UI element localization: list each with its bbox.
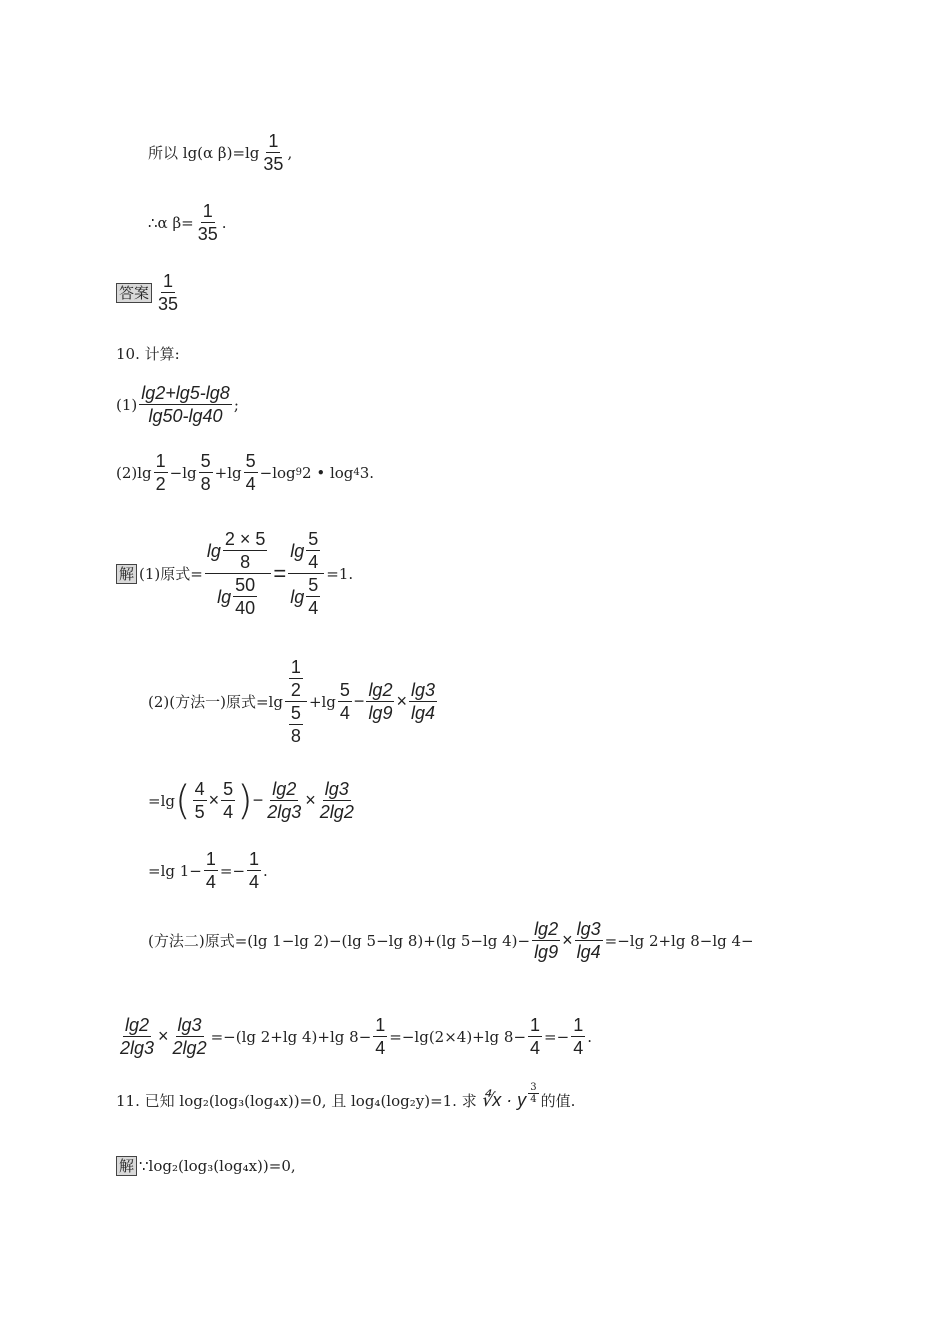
line1-prefix: 所以 lg(α β)=lg bbox=[148, 144, 260, 162]
solution-tag: 解 bbox=[116, 1156, 137, 1176]
question-10-title: 10. 计算: bbox=[116, 345, 180, 363]
exponent-fraction: $\frac{3}{4}$ bbox=[530, 1082, 537, 1105]
solution-10-1: 解 (1)原式= lg $\frac{2 \times 5}{8}$ lg $\frac{50}{40}$ = lg $\frac{5}{4}$ lg $\frac{5}{4}$ =1. bbox=[116, 528, 353, 619]
question-10-part-2: (2) lg $\frac{1}{2}$ −lg $\frac{5}{8}$ +lg $\frac{5}{4}$ −log 9 2 • log 4 3. bbox=[116, 451, 375, 494]
question-11: 11. 已知 log₂(log₃(log₄x))=0, 且 log₄(log₂y)=1. 求 ∜x · y $\frac{3}{4}$ 的值. bbox=[116, 1082, 576, 1110]
fraction: $\frac{\lg 2+\lg 5-\lg 8}{\lg 50-\lg 40}$ bbox=[141, 383, 230, 426]
radical-expression: ∜x · y bbox=[480, 1090, 527, 1110]
solution-10-2-method-2: (方法二)原式=(lg 1−lg 2)−(lg 5−lg 8)+(lg 5−lg 4)− $\frac{\lg 2}{\lg 9}$ × $\frac{\lg 3}{\lg 4}$ =−lg 2+lg 8−lg 4− bbox=[148, 919, 754, 962]
solution-line-2: ∴α β= $\frac{1}{35}$ . bbox=[148, 201, 227, 244]
solution-10-2-method-1: (2)(方法一)原式=lg $\frac{\frac{1}{2}}{\frac{5}{8}}$ +lg $\frac{5}{4}$ − $\frac{\lg 2}{\lg 9}$ × $\frac{\lg 3}{\lg 4}$ bbox=[148, 657, 436, 746]
question-10-part-1: (1) $\frac{\lg 2+\lg 5-\lg 8}{\lg 50-\lg 40}$ ; bbox=[116, 383, 239, 426]
complex-fraction: lg $\frac{2 \times 5}{8}$ lg $\frac{50}{40}$ bbox=[205, 528, 272, 619]
answer-line bbox=[116, 270, 182, 315]
answer-fraction: $\frac{1}{35}$ bbox=[158, 271, 179, 314]
solution-10-2-method-2-cont: $\frac{\lg 2}{2\lg 3}$ × $\frac{\lg 3}{2\lg 2}$ =−(lg 2+lg 4)+lg 8− $\frac{1}{4}$ =−lg(2×4)+lg 8− $\frac{1}{4}$ =− $\frac{1}{4}$ . bbox=[120, 1015, 592, 1058]
fraction: $\frac{1}{35}$ bbox=[263, 131, 284, 174]
solution-10-2-step-3: =lg 1− $\frac{1}{4}$ =− $\frac{1}{4}$ . bbox=[148, 849, 268, 892]
solution-line-1: 所以 lg(α β)=lg $\frac{1}{35}$ , bbox=[148, 131, 293, 174]
solution-11: 解 ∵log₂(log₃(log₄x))=0, bbox=[116, 1156, 296, 1176]
solution-tag: 解 bbox=[116, 564, 137, 584]
solution-10-2-step-2: =lg ( $\frac{4}{5}$ × $\frac{5}{4}$ ) − $\frac{\lg 2}{2\lg 3}$ × $\frac{\lg 3}{2\lg 2}$ bbox=[148, 777, 354, 824]
answer-tag: 答案 bbox=[116, 283, 152, 303]
complex-fraction: lg $\frac{5}{4}$ lg $\frac{5}{4}$ bbox=[288, 528, 324, 619]
fraction: $\frac{1}{35}$ bbox=[197, 201, 218, 244]
nested-fraction: $\frac{\frac{1}{2}}{\frac{5}{8}}$ bbox=[285, 656, 307, 747]
